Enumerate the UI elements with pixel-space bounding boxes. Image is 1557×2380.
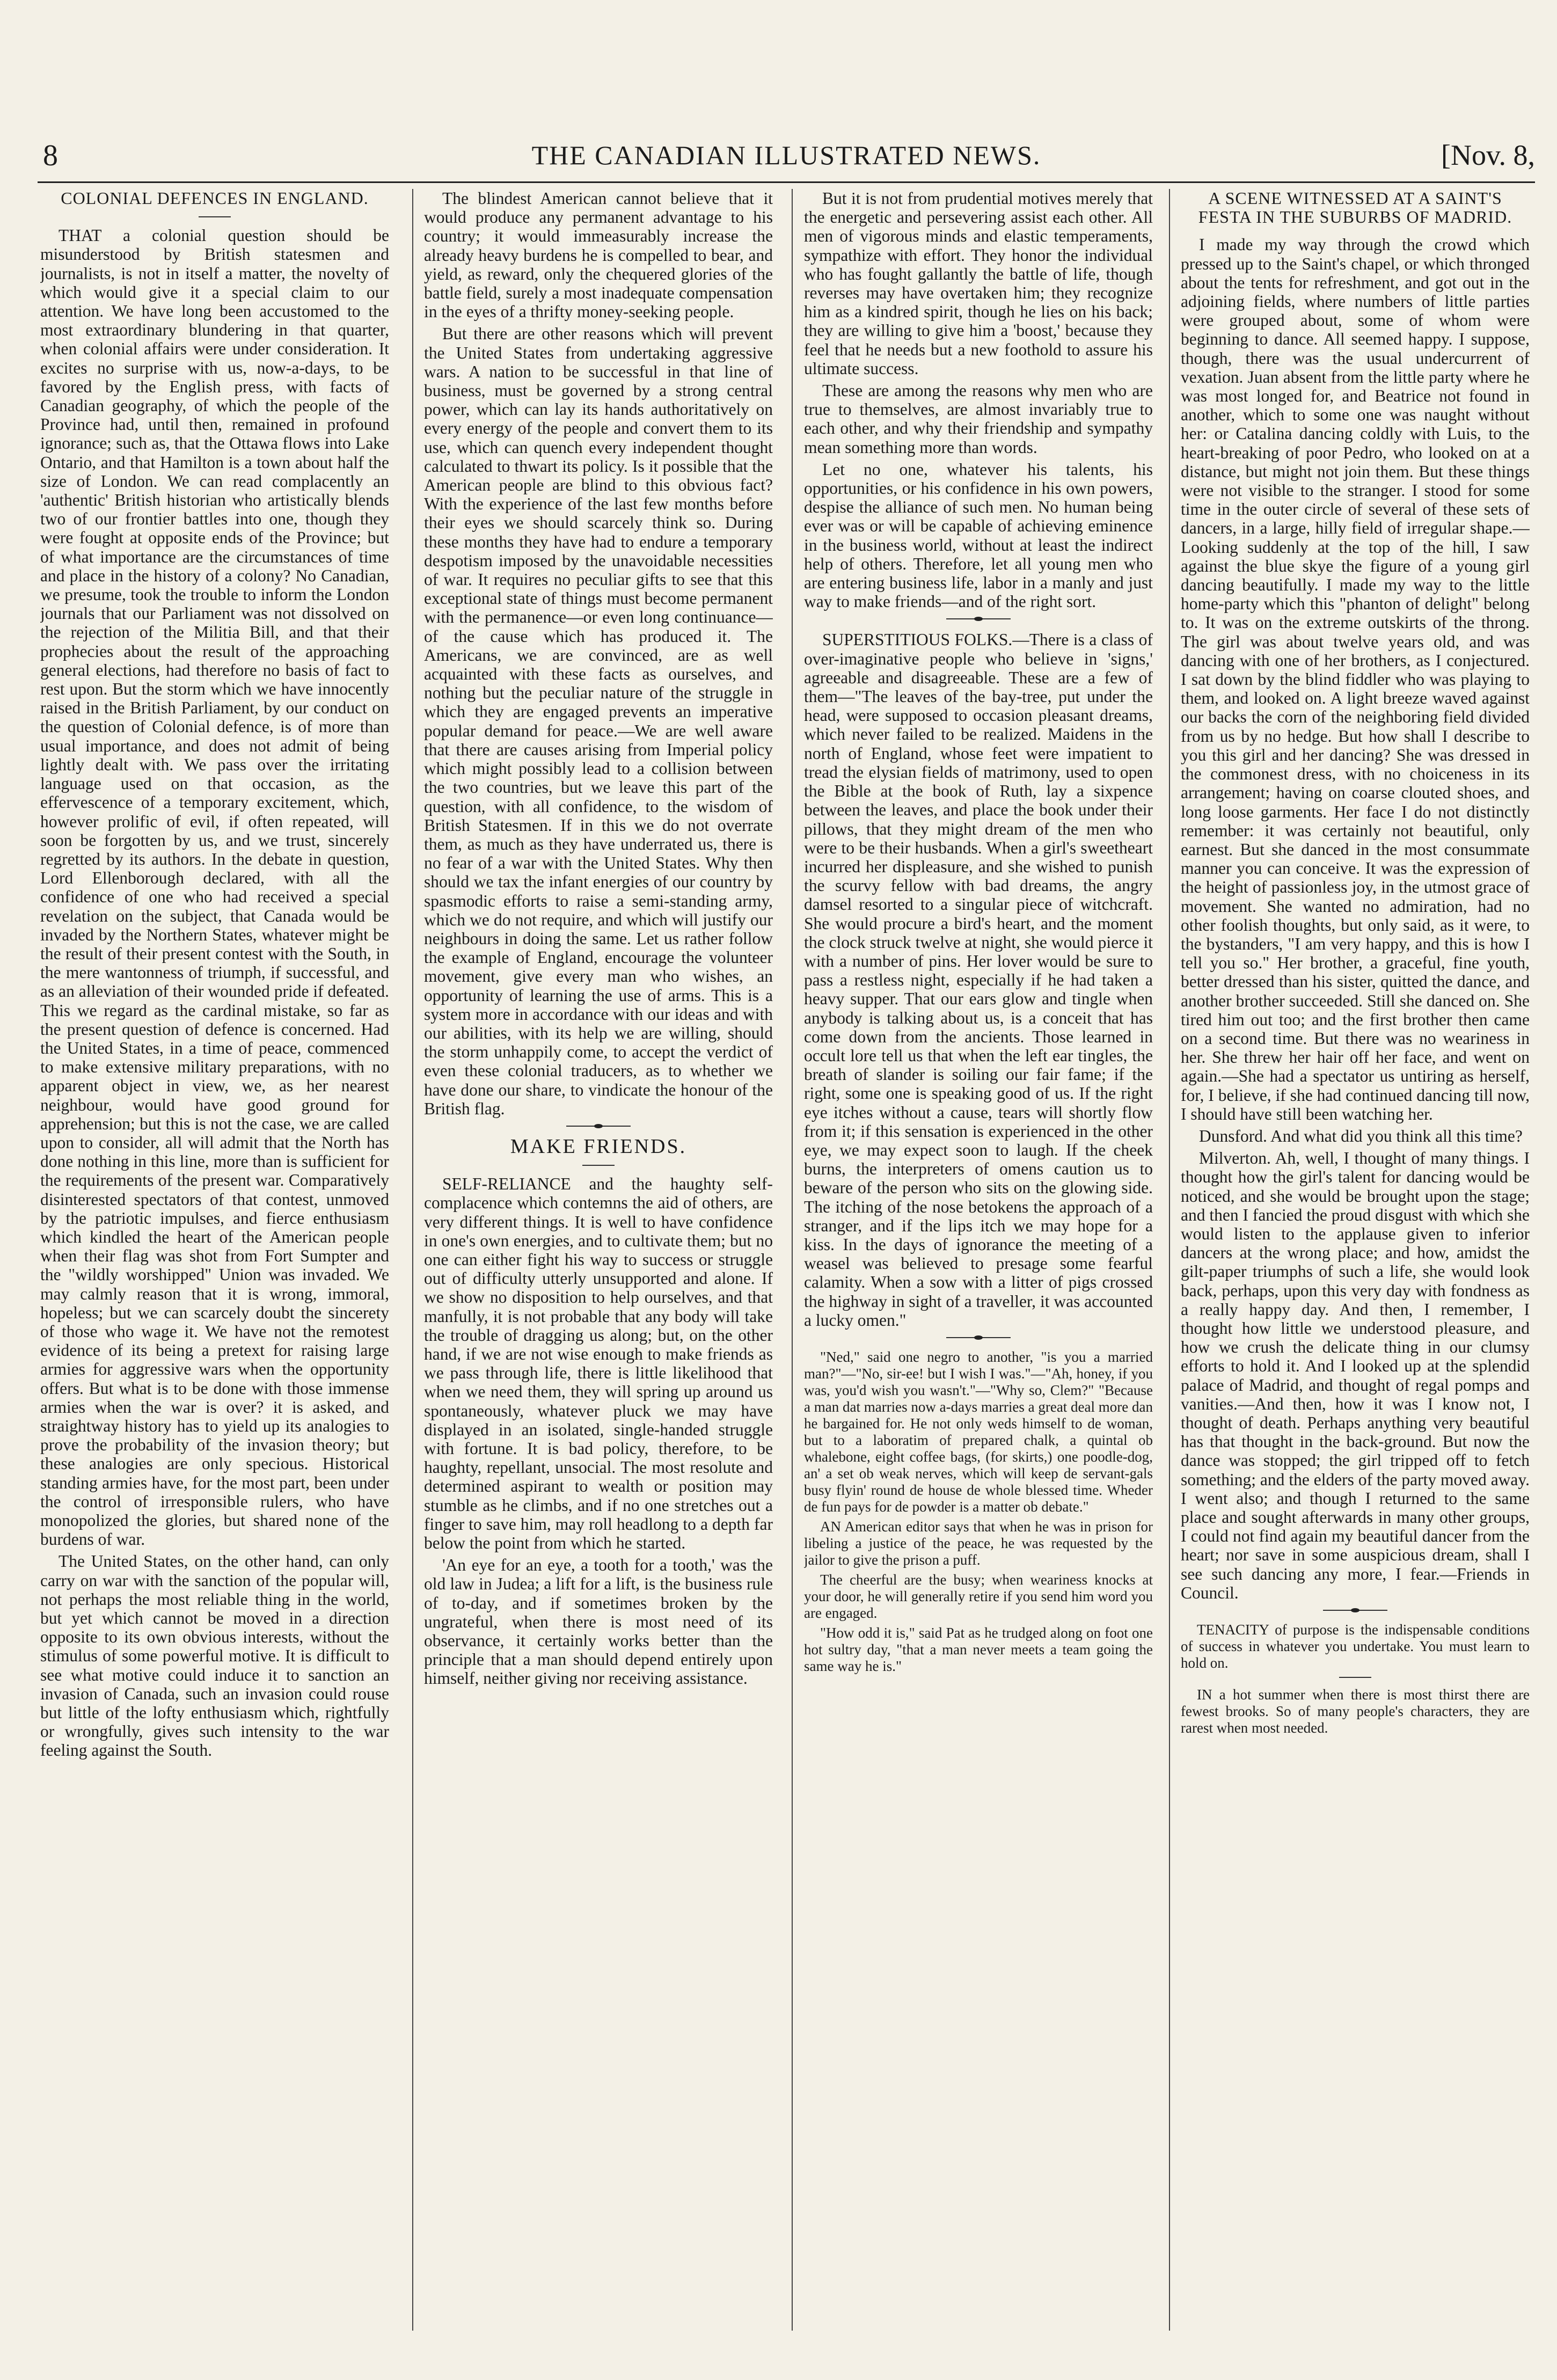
article-paragraph: THAT a colonial question should be misunderstood by British statesmen and journalists, is not in itself a matter, the novelty of which would give it a special claim to our attention. We have long been accustomed to the most extraordinary blundering in that quarter, when colonial affairs were under consideration. It excites no surprise with us, now-a-days, to be favored by the English press, with facts of Canadian geography, of which the people of the Province had, until then, remained in profound ignorance; such as, that the Ottawa flows into Lake Ontario, and that Hamilton is a town about half the size of London. We can read complacently an 'authentic' British historian who artistically blends two of our frontier battles into one, though they were fought at opposite ends of the Province; but of what importance are the circumstances of time and place in the history of a colony? No Canadian, we presume, took the trouble to inform the London journals that our Parliament was not dissolved on the rejection of the Militia Bill, and that their prophecies about the result of the approaching general elections, had therefore no basis of fact to rest upon. But the storm which we have innocently raised in the British Parliament, by our conduct on the question of Colonial defence, is of more than usual importance, and does not admit of being lightly dealt with. We pass over the irritating language used on that occasion, as the effervescence of a temporary excitement, which, however prolific of evil, if often repeated, will soon be forgotten by us, and we trust, sincerely regretted by its authors. In the debate in question, Lord Ellenborough declared, with all the confidence of one who had received a special revelation on the subject, that Canada would be invaded by the Northern States, whatever might be the result of their present contest with the South, in the mere wantonness of triumph, if successful, and as an alleviation of their wounded pride if defeated. This we regard as the cardinal mistake, so far as the present question of defence is concerned. Had the United States, in a time of peace, commenced to make extensive military preparations, with no apparent object in view, we, as her nearest neighbour, would have good ground for apprehension; but this is not the case, we are called upon to consider, all will admit that the North has done nothing in this line, more than is sufficient for the requirements of the present war. Comparatively disinterested spectators of that contest, unmoved by the patriotic impulses, and fierce enthusiasm which kindled the heart of the American people when their flag was shot from Fort Sumpter and the "wildly worshipped" Union was invaded. We may calmly reason that it is wrong, immoral, hopeless; but we can scarcely doubt the sincerety of those who wage it. We have not the remotest evidence of its being a pretext for raising large armies for aggressive wars when the opportunity offers. But what is to be done with those immense armies when the war is over? it is asked, and straightway history has to yield up its analogies to prove the probability of the invasion theory; but these analogies are only specious. Historical standing armies have, for the most part, been under the control of irresponsible rulers, who have monopolized the glories, but shared none of the burdens of war. bbox=[40, 226, 389, 1549]
summer-note: IN a hot summer when there is most thirst there are fewest brooks. So of many people's characters, they are rarest when most needed. bbox=[1181, 1687, 1530, 1736]
snippet: The cheerful are the busy; when weariness knocks at your door, he will generally retire if you send him word you are engaged. bbox=[804, 1571, 1153, 1621]
article-title-make-friends: MAKE FRIENDS. bbox=[510, 1135, 687, 1158]
article-title-defences: COLONIAL DEFENCES IN ENGLAND. bbox=[61, 189, 369, 208]
snippet: AN American editor says that when he was in prison for libeling a justice of the peace, he was requested by the jailor to give the prison a puff. bbox=[804, 1518, 1153, 1568]
column-rule bbox=[1169, 189, 1170, 2331]
article-paragraph: But it is not from prudential motives merely that the energetic and persevering assist each other. All men of vigorous minds and elastic temperaments, sympathize with effort. They honor the individual who has fought gallantly the battle of life, though reverses may have overtaken him; they recognize him as a kindred spirit, though he lies on his back; they are willing to give him a 'boost,' because they feel that he needs but a new foothold to assure his ultimate success. bbox=[804, 189, 1153, 378]
column-1 bbox=[40, 189, 389, 2331]
superstitious-folks-paragraph: SUPERSTITIOUS FOLKS.—There is a class of over-imaginative people who believe in 'signs,' agreeable and disagreeable. These are a few of them—"The leaves of the bay-tree, put under the head, were supposed to occasion pleasant dreams, which never failed to be realized. Maidens in the north of England, whose feet were impatient to tread the elysian fields of matrimony, used to open the Bible at the book of Ruth, lay a sixpence between the leaves, and place the book under their pillows, that they might dream of the men who were to be their husbands. When a girl's sweetheart incurred her displeasure, and she wished to punish the scurvy fellow with bad dreams, the angry damsel resorted to a singular piece of witchcraft. She would procure a bird's heart, and the moment the clock struck twelve at night, she would pierce it with a number of pins. Her lover would be sure to pass a restless night, especially if he had taken a heavy supper. That our ears glow and tingle when anybody is talking about us, is a conceit that has come down from the ancients. Those learned in occult lore tell us that when the left ear tingles, the breath of slander is soiling our fair fame; if the right, some one is speaking good of us. If the right eye itches without a cause, tears will shortly flow from it; if this sensation is experienced in the other eye, we may expect soon to laugh. If the cheek burns, the interpreters of omens caution us to beware of the person who sits on the glowing side. The itching of the nose betokens the approach of a stranger, and if the lips itch we may hope for a kiss. In the days of ignorance the meeting of a weasel was believed to presage some fearful calamity. When a sow with a litter of pigs crossed the highway in sight of a traveller, it was accounted a lucky omen." bbox=[804, 630, 1153, 1330]
dialogue-paragraph: Dunsford. And what did you think all this time? bbox=[1199, 1126, 1523, 1145]
divider bbox=[199, 216, 231, 217]
issue-date: [Nov. 8, bbox=[1441, 139, 1535, 171]
page-header bbox=[38, 138, 1535, 183]
dialogue-paragraph: Milverton. Ah, well, I thought of many things. I thought how the girl's talent for dancing would be noticed, and she would be brought upon the stage; and then I fancied the proud disgust with which she would listen to the applause given to inferior dancers at the wrong place; and how, amidst the gilt-paper triumphs of such a life, she would look back, perhaps, upon this very day with fondness as a really happy day. And then, I remember, I thought how little we understood pleasure, and how we crush the delicate thing in our clumsy efforts to hold it. And I looked up at the splendid palace of Madrid, and thought of regal pomps and vanities.—And then, how it was I know not, I thought of death. Perhaps anything very beautiful has that thought in the back-ground. But now the dance was stopped; the girl tripped off to fetch something; and the elders of the party moved away. I went also; and though I returned to the same place and sought afterwards in many other groups, I could not find again my beautiful dancer from the heart; nor save in some auspicious dream, shall I see such dancing any more, I fear.—Friends in Council. bbox=[1181, 1149, 1530, 1602]
article-paragraph: The blindest American cannot believe that it would produce any permanent advantage to his country; it would immeasurably increase the already heavy burdens he is compelled to bear, and yield, as reward, only the chequered glories of the battle field, surely a most inadequate compensation in the eyes of a thrifty money-seeking people. bbox=[424, 189, 773, 322]
article-title-madrid: A SCENE WITNESSED AT A SAINT'S FESTA IN THE SUBURBS OF MADRID. bbox=[1198, 189, 1512, 227]
snippet: "How odd it is," said Pat as he trudged along on foot one hot sultry day, "that a man never meets a team going the same way he is." bbox=[804, 1624, 1153, 1674]
article-paragraph: 'An eye for an eye, a tooth for a tooth,' was the old law in Judea; a lift for a lift, is the business rule of to-day, and if sometimes broken by the ungrateful, when there is most need of its observance, it certainly works better than the principle that a man should depend entirely upon himself, neither giving nor receiving assistance. bbox=[424, 1556, 773, 1688]
column-rule bbox=[792, 189, 793, 2331]
article-paragraph: I made my way through the crowd which pressed up to the Saint's chapel, or which thronged about the tents for refreshment, and got out in the adjoining fields, where numbers of little parties were grouped about, some of whom were beginning to dance. All seemed happy. I suppose, though, there was the usual undercurrent of vexation. Juan absent from the little party where he was most longed for, and Beatrice not found in another, which to some one was naught without her: or Catalina dancing coldly with Luis, to the heart-breaking of poor Pedro, who looked on at a distance, but might not join them. But these things were not visible to the stranger. I stood for some time in the outer circle of several of these sets of dancers, in a large, hilly field of irregular shape.—Looking suddenly at the top of the hill, I saw against the blue skye the figure of a young girl dancing beautifully. I made my way to the little home-party which this "phanton of delight" belong to. It was on the extreme outskirts of the throng. The girl was about twelve years old, and was dancing with one of her brothers, as I conjectured. I sat down by the blind fiddler who was playing to them, and looked on. A light breeze waved against our backs the corn of the neighboring field divided from us by no hedge. But how shall I describe to you this girl and her dancing? She was dressed in the commonest dress, with no choiceness in its arrangement; having on coarse clouted shoes, and long loose garments. Her face I do not distinctly remember: it was certainly not beautiful, only earnest. But she danced in the most consummate manner you can conceive. It was the expression of the height of passionless joy, in the utmost grace of movement. She wanted no admiration, had no other foolish thoughts, but only said, as it were, to the bystanders, "I am very happy, and this is how I tell you so." Her brother, a graceful, fine youth, better dressed than his sister, quitted the dance, and another brother succeeded. Still she danced on. She tired him out too; and the first brother then came on a second time. But there was no weariness in her. She threw her hair off her face, and went on again.—She had a spectator us untiring as herself, for, I believe, if she had continued dancing till now, I should have still been watching her. bbox=[1181, 235, 1530, 1123]
article-paragraph: The United States, on the other hand, can only carry on war with the sanction of the popular will, not perhaps the most reliable thing in the world, but yet which cannot be moved in a direction opposite to its own obvious interests, without the stimulus of some powerful motive. It is difficult to see what motive could induce it to sanction an invasion of Canada, such an invasion could rouse but little of the lofty enthusiasm which, rightfully or wrongfully, gives such intensity to the war feeling against the South. bbox=[40, 1552, 389, 1760]
column-4 bbox=[1181, 189, 1530, 2331]
divider bbox=[582, 1165, 615, 1166]
ornamental-divider bbox=[946, 618, 1011, 623]
article-paragraph: SELF-RELIANCE and the haughty self-complacence which contemns the aid of others, are very different things. It is well to have confidence in one's own energies, and to cultivate them; but no one can either fight his way to success or struggle out of difficulty utterly unsupported and alone. If we show no disposition to help ourselves, and that manfully, it is not probable that any body will take the trouble of dragging us along; but, on the other hand, if we are not wise enough to make friends as we pass through life, there is little likelihood that when we need them, they will spring up around us spontaneously, whatever pluck we may have displayed in an isolated, single-handed struggle with fortune. It is bad policy, therefore, to be haughty, repellant, unsocial. The most resolute and determined aspirant to wealth or position may stumble as he climbs, and if no one stretches out a finger to save him, may roll headlong to a depth far below the point from which he started. bbox=[424, 1174, 773, 1553]
column-3 bbox=[804, 189, 1153, 2331]
masthead: THE CANADIAN ILLUSTRATED NEWS. bbox=[531, 140, 1041, 170]
snippet: "Ned," said one negro to another, "is you a married man?"—"No, sir-ee! but I wish I was."—"Ah, honey, if you was, you'd wish you wasn't."—"Why so, Clem?" "Because a man dat marries now a-days marries a great deal more dan he bargained for. He not only weds himself to de woman, but to a laboratim of prepared chalk, a quintal ob whalebone, eight coffee bags, (for skirts,) one poodle-dog, an' a set ob weak nerves, which will keep de servant-gals busy flyin' round de house de whole blessed time. Wheder de fun pays for de powder is a matter ob debate." bbox=[804, 1348, 1153, 1515]
article-paragraph: These are among the reasons why men who are true to themselves, are almost invariably true to each other, and why their friendship and sympathy mean something more than words. bbox=[804, 381, 1153, 457]
ornamental-divider bbox=[566, 1126, 631, 1130]
tenacity-note: TENACITY of purpose is the indispensable conditions of success in whatever you undertake. You must learn to hold on. bbox=[1181, 1622, 1530, 1671]
article-paragraph: Let no one, whatever his talents, his opportunities, or his confidence in his own powers, despise the alliance of such men. No human being ever was or will be capable of achieving eminence in the business world, without at least the indirect help of others. Therefore, let all young men who are entering business life, labor in a manly and just way to make friends—and of the right sort. bbox=[804, 459, 1153, 611]
divider bbox=[1339, 1677, 1371, 1678]
article-paragraph: But there are other reasons which will prevent the United States from undertaking aggressive wars. A nation to be successful in that line of business, must be governed by a strong central power, which can lay its hands authoritatively on every energy of the people and convert them to its use, which can quench every independent thought calculated to thwart its policy. Is it possible that the American people are blind to this obvious fact? With the experience of the last few months before their eyes we should scarcely think so. During these months they have had to endure a temporary despotism imposed by the unavoidable necessities of war. It requires no peculiar gifts to see that this exceptional state of things must become permanent with the permanence—or even long continuance—of the cause which has produced it. The Americans, we are convinced, are as well acquainted with these facts as ourselves, and nothing but the peculiar nature of the struggle in which they are engaged prevents an imperative popular demand for peace.—We are well aware that there are causes arising from Imperial policy which might possibly lead to a collision between the two countries, but we leave this part of the question, with all confidence, to the wisdom of British Statesmen. If in this we do not overrate them, as much as they have underrated us, there is no fear of a war with the United States. Why then should we tax the infant energies of our country by spasmodic efforts to raise a semi-standing army, which we do not require, and which will justify our neighbours in doing the same. Let us rather follow the example of England, encourage the volunteer movement, give every man who wishes, an opportunity of learning the use of arms. This is a system more in accordance with our ideas and with our abilities, with its help we are willing, should the storm unhappily come, to accept the verdict of even these colonial traducers, as to whether we have done our share, to vindicate the honour of the British flag. bbox=[424, 324, 773, 1118]
short-items bbox=[1181, 1622, 1530, 1736]
column-2 bbox=[424, 189, 773, 2331]
ornamental-divider bbox=[946, 1337, 1011, 1341]
column-rule bbox=[412, 189, 413, 2331]
snippets-block bbox=[804, 1349, 1153, 1675]
ornamental-divider bbox=[1323, 1610, 1387, 1614]
page-number: 8 bbox=[43, 139, 58, 172]
